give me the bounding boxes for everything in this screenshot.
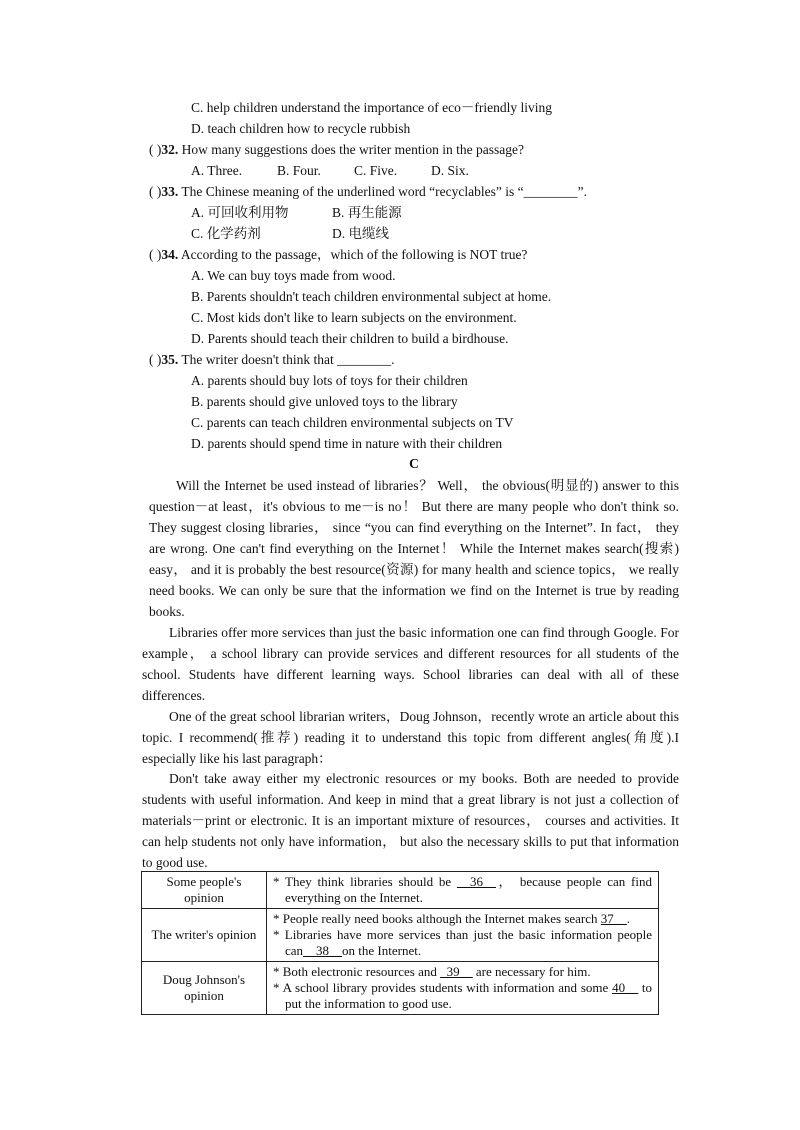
answer-blank-37: 37__ xyxy=(600,911,627,926)
q34-option-c: C. Most kids don't like to learn subjects on the environment. xyxy=(191,310,517,325)
q32-option-c: C. Five. xyxy=(354,163,398,178)
table-row xyxy=(142,909,659,962)
q33-option-c: C. 化学药剂 xyxy=(191,226,261,241)
question-text: According to the passage，which of the following is NOT true? xyxy=(178,247,528,262)
passage-paragraph-3: One of the great school librarian writers，Doug Johnson，recently wrote an article about this topic. I recommend(推荐) reading it to understand this topic from different angles(角度).I especially like his last paragraph： xyxy=(142,709,679,766)
table-row xyxy=(142,962,659,1015)
row-label: The writer's opinion xyxy=(142,909,267,962)
q34-option-d: D. Parents should teach their children to build a birdhouse. xyxy=(191,331,509,346)
q34-stem xyxy=(149,246,527,264)
table-item: * Both electronic resources and _39__ are necessary for him. xyxy=(273,964,591,979)
row-content xyxy=(267,909,659,962)
q35-option-d: D. parents should spend time in nature with their children xyxy=(191,436,503,451)
q32-stem xyxy=(149,141,524,159)
q34-option-a: A. We can buy toys made from wood. xyxy=(191,268,396,283)
q33-stem xyxy=(149,183,587,201)
question-text: The writer doesn't think that ________. xyxy=(178,352,395,367)
passage-paragraph-2: Libraries offer more services than just the basic information one can find through Google. For example， a school library can provide services and different resources for all students of the school. Students have different learning ways. School libraries can deal with all of these differences. xyxy=(142,625,679,703)
row-content xyxy=(267,872,659,909)
passage-paragraph-4: Don't take away either my electronic resources or my books. Both are needed to provide students with useful information. And keep in mind that a great library is not just a collection of materials－print or electronic. It is an important mixture of resources， courses and activities. It can help students not only have information， but also the necessary skills to put that information to good use. xyxy=(142,771,679,870)
question-number: 34. xyxy=(161,247,179,262)
q32-option-a: A. Three. xyxy=(191,163,243,178)
question-number: 32. xyxy=(161,142,179,157)
q33-option-a: A. 可回收利用物 xyxy=(191,205,289,220)
q35-option-b: B. parents should give unloved toys to the library xyxy=(191,394,458,409)
question-text: How many suggestions does the writer mention in the passage? xyxy=(178,142,524,157)
answer-bracket: ( ) xyxy=(149,142,162,157)
answer-blank-38: __38__ xyxy=(303,943,343,958)
answer-bracket: ( ) xyxy=(149,352,162,367)
passage-title: C xyxy=(409,456,419,471)
q35-option-c: C. parents can teach children environmental subjects on TV xyxy=(191,415,514,430)
answer-bracket: ( ) xyxy=(149,184,162,199)
row-content xyxy=(267,962,659,1015)
answer-blank-40: 40__ xyxy=(612,980,639,995)
question-number: 33. xyxy=(161,184,179,199)
table-row xyxy=(142,872,659,909)
answer-bracket: ( ) xyxy=(149,247,162,262)
table-item: * They think libraries should be __36__， because people can find everything on the Internet. xyxy=(273,874,652,905)
passage-paragraph-1: Will the Internet be used instead of libraries？ Well， the obvious(明显的) answer to this question－at least，it's obvious to me－is no！ But there are many people who don't think so. They suggest closing libraries， since “you can find everything on the Internet”. In fact， they are wrong. One can't find everything on the Internet！ While the Internet makes search(搜索) easy， and it is probably the best resource(资源) for many health and science topics， we really need books. We can only be sure that the information we find on the Internet is true by reading books. xyxy=(149,478,679,619)
question-number: 35. xyxy=(161,352,179,367)
table-item: * Libraries have more services than just the basic information people can__38__on the Internet. xyxy=(273,927,652,958)
answer-blank-39: _39__ xyxy=(440,964,473,979)
answer-blank-36: __36__ xyxy=(456,874,496,889)
q35-stem xyxy=(149,351,395,369)
q33-option-d: D. 电缆线 xyxy=(332,226,389,241)
q32-option-b: B. Four. xyxy=(277,163,321,178)
summary-table xyxy=(141,871,659,1015)
q34-option-b: B. Parents shouldn't teach children environmental subject at home. xyxy=(191,289,552,304)
table-item: * A school library provides students with information and some 40__ to put the information to good use. xyxy=(273,980,652,1011)
q33-option-b: B. 再生能源 xyxy=(332,205,402,220)
q32-option-d: D. Six. xyxy=(431,163,469,178)
table-item: * People really need books although the Internet makes search 37__. xyxy=(273,911,631,926)
q31-option-d: D. teach children how to recycle rubbish xyxy=(191,121,411,136)
row-label: Some people's opinion xyxy=(142,872,267,909)
row-label: Doug Johnson's opinion xyxy=(142,962,267,1015)
q31-option-c: C. help children understand the importance of eco－friendly living xyxy=(191,100,553,115)
question-text: The Chinese meaning of the underlined word “recyclables” is “________”. xyxy=(178,184,587,199)
q35-option-a: A. parents should buy lots of toys for their children xyxy=(191,373,468,388)
